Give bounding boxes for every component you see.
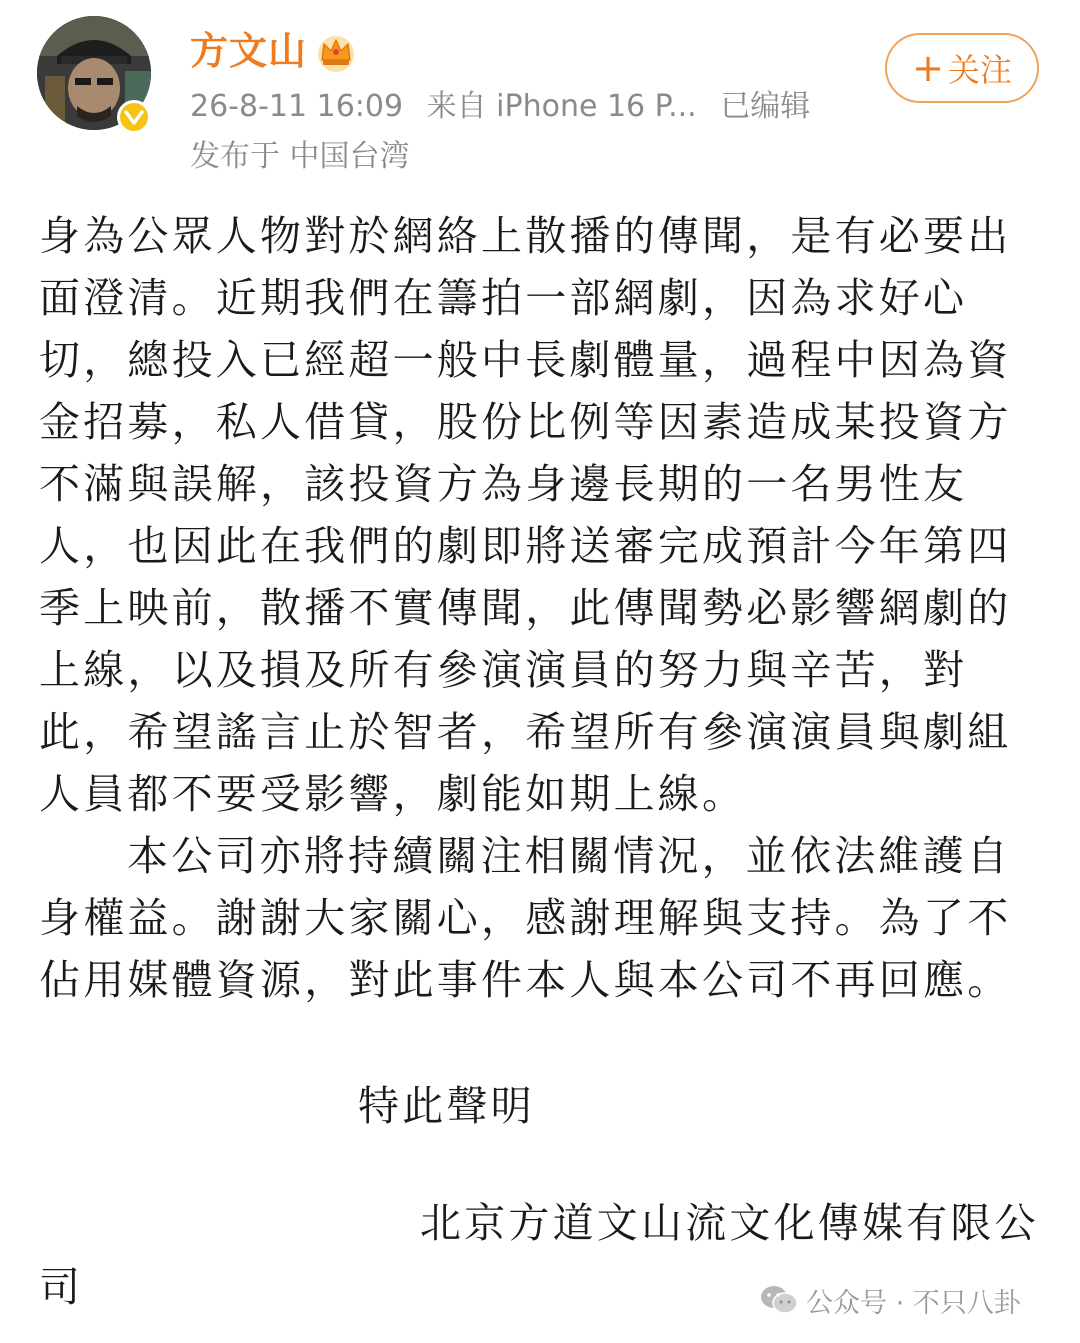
post-time: 26-8-11 16:09	[190, 89, 404, 124]
post-paragraph-1: 身為公眾人物對於網絡上散播的傳聞，是有必要出面澄清。近期我們在籌拍一部網劇，因為求好心切，總投入已經超一般中長劇體量，過程中因為資金招募，私人借貸，股份比例等因素造成某投資方不滿與誤解，該投資方為身邊長期的一名男性友人，也因此在我們的劇即將送審完成預計今年第四季上映前，散播不實傳聞，此傳聞勢必影響網劇的上線，以及損及所有參演演員的努力與辛苦，對此，希望謠言止於智者，希望所有參演演員與劇組人員都不要受影響，劇能如期上線。	[39, 212, 1012, 818]
company-name-tail: 司	[39, 1263, 80, 1311]
vip-crown-icon	[314, 30, 358, 74]
wechat-icon	[760, 1284, 798, 1316]
username[interactable]: 方文山	[190, 29, 308, 73]
post-header	[0, 0, 1080, 190]
plus-icon: +	[912, 46, 944, 90]
company-name: 北京方道文山流文化傳媒有限公	[420, 1199, 1039, 1247]
edited-label[interactable]: 已编辑	[720, 89, 811, 124]
post-source: 来自 iPhone 16 P...	[426, 89, 697, 124]
declaration-text: 特此聲明	[358, 1082, 535, 1130]
post-paragraph-2: 本公司亦將持續關注相關情況，並依法維護自身權益。謝謝大家關心，感謝理解與支持。為了不佔用媒體資源，對此事件本人與本公司不再回應。	[39, 832, 1012, 1004]
watermark-text: 公众号 · 不只八卦	[806, 1287, 1021, 1319]
follow-label: 关注	[947, 51, 1012, 89]
verified-badge-icon	[117, 100, 151, 134]
watermark	[760, 1280, 1021, 1320]
post-location: 发布于 中国台湾	[190, 139, 410, 174]
post-content	[39, 205, 1024, 1011]
post-meta	[190, 86, 824, 128]
follow-button[interactable]	[885, 33, 1039, 103]
